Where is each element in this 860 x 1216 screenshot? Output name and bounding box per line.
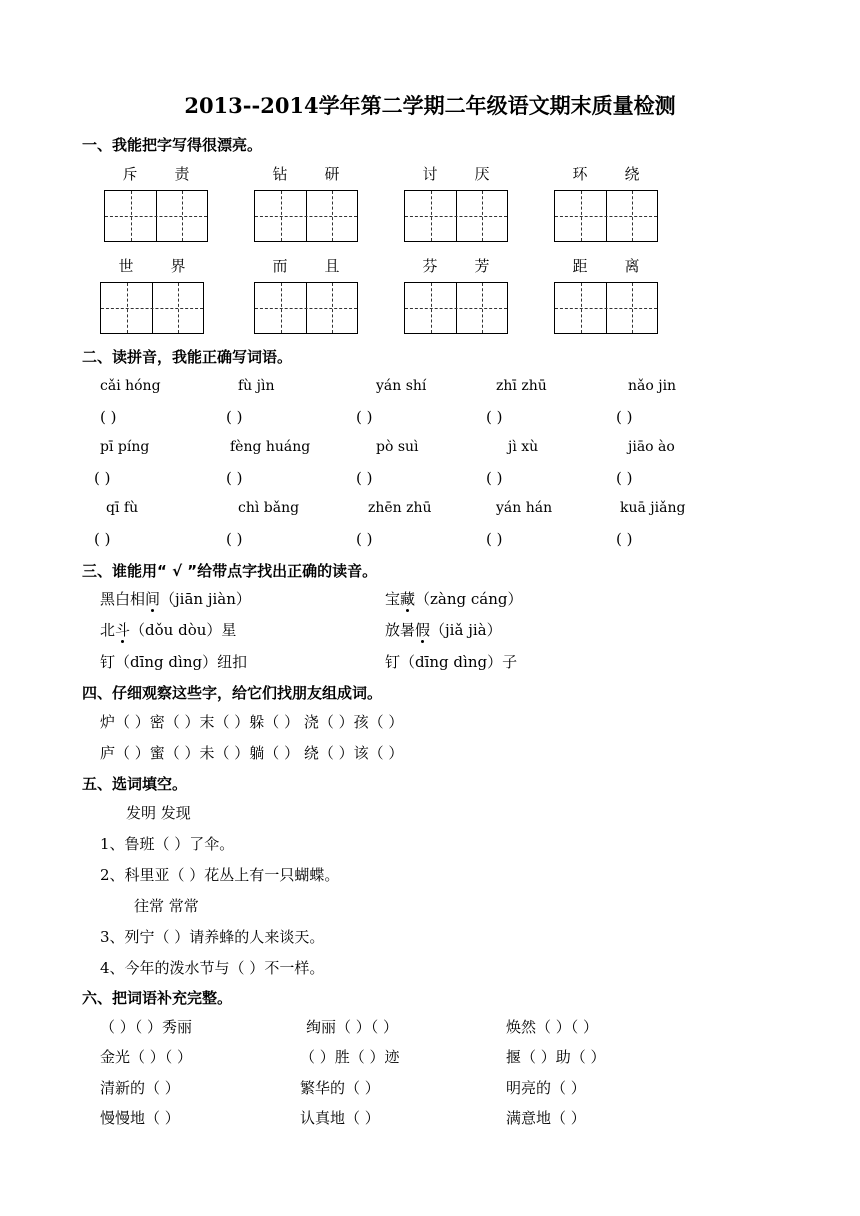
word-pair-row-1: 炉（ ）密（ ）末（ ）躲（ ） 浇（ ）孩（ ） [100,713,404,731]
pinyin-1-3: yán shí [376,378,427,394]
answer-blank-3-4[interactable]: ( ) [486,530,503,548]
choice-words-1: 发明 发现 [126,804,191,822]
complete-word-3-2: 繁华的（ ） [300,1079,380,1097]
grid-label-2-2 [254,255,358,276]
writing-grid-2-2[interactable] [254,282,358,334]
section-3-heading: 三、谁能用“ √ ”给带点字找出正确的读音。 [82,562,378,580]
writing-grid-1-3[interactable] [404,190,508,242]
pinyin-3-5: kuā jiǎng [620,500,686,516]
grid-char: 研 [324,165,340,183]
section-2-heading: 二、读拼音，我能正确写词语。 [82,348,293,366]
grid-label-2-3 [404,255,508,276]
grid-char: 芳 [474,257,490,275]
complete-word-4-1: 慢慢地（ ） [100,1109,180,1127]
pinyin-3-3: zhēn zhū [368,500,432,516]
pinyin-1-4: zhī zhū [496,378,547,394]
complete-word-1-1: （ ）（ ）秀丽 [100,1018,193,1036]
tone-item-5: 钉（dīng dìng）纽扣 [100,653,248,671]
answer-blank-3-1[interactable]: ( ) [94,530,111,548]
grid-label-1-3 [404,163,508,184]
pinyin-1-1: cǎi hóng [100,378,161,394]
page-title: 2013--2014学年第二学期二年级语文期末质量检测 [184,93,676,118]
answer-blank-2-1[interactable]: ( ) [94,469,111,487]
grid-char: 厌 [474,165,490,183]
pinyin-3-1: qī fù [106,500,139,516]
section-5-heading: 五、选词填空。 [82,775,188,793]
pinyin-2-4: jì xù [508,439,539,455]
pinyin-1-5: nǎo jin [628,378,677,394]
complete-word-1-2: 绚丽（ ）（ ） [306,1018,399,1036]
complete-word-2-3: 揠（ ）助（ ） [506,1048,606,1066]
grid-char: 距 [572,257,588,275]
pinyin-1-2: fù jìn [238,378,275,394]
grid-char: 环 [572,165,588,183]
grid-char: 而 [272,257,288,275]
grid-label-1-1 [104,163,208,184]
grid-char: 钻 [272,165,288,183]
grid-char: 斥 [122,165,138,183]
answer-blank-1-2[interactable]: ( ) [226,408,243,426]
writing-grid-1-1[interactable] [104,190,208,242]
pinyin-2-3: pò suì [376,439,419,455]
tone-item-4: 放暑假（jiǎ jià） [385,621,502,639]
writing-grid-2-3[interactable] [404,282,508,334]
complete-word-4-2: 认真地（ ） [300,1109,380,1127]
section-1-heading: 一、我能把字写得很漂亮。 [82,136,263,154]
grid-char: 讨 [422,165,438,183]
complete-word-4-3: 满意地（ ） [506,1109,586,1127]
answer-blank-3-5[interactable]: ( ) [616,530,633,548]
grid-label-2-4 [554,255,658,276]
tone-item-2: 宝藏（zàng cáng） [385,590,523,608]
grid-char: 芬 [422,257,438,275]
choice-words-2: 往常 常常 [134,897,199,915]
pinyin-2-1: pī píng [100,439,150,455]
fill-question-2: 2、科里亚（ ）花丛上有一只蝴蝶。 [100,866,340,884]
answer-blank-3-3[interactable]: ( ) [356,530,373,548]
writing-grid-1-2[interactable] [254,190,358,242]
grid-char: 离 [624,257,640,275]
writing-grid-2-4[interactable] [554,282,658,334]
grid-char: 责 [174,165,190,183]
complete-word-2-2: （ ）胜（ ）迹 [300,1048,400,1066]
writing-grid-2-1[interactable] [100,282,204,334]
tone-item-1: 黑白相间（jiān jiàn） [100,590,251,608]
answer-blank-3-2[interactable]: ( ) [226,530,243,548]
answer-blank-1-3[interactable]: ( ) [356,408,373,426]
section-6-heading: 六、把词语补充完整。 [82,989,233,1007]
fill-question-1: 1、鲁班（ ）了伞。 [100,835,235,853]
word-pair-row-2: 庐（ ）蜜（ ）未（ ）躺（ ） 绕（ ）该（ ） [100,744,404,762]
writing-grid-1-4[interactable] [554,190,658,242]
answer-blank-1-5[interactable]: ( ) [616,408,633,426]
complete-word-2-1: 金光（ ）（ ） [100,1048,193,1066]
tone-item-6: 钉（dīng dìng）子 [385,653,518,671]
answer-blank-1-1[interactable]: ( ) [100,408,117,426]
answer-blank-2-3[interactable]: ( ) [356,469,373,487]
grid-char: 界 [170,257,186,275]
section-4-heading: 四、仔细观察这些字，给它们找朋友组成词。 [82,684,383,702]
answer-blank-2-2[interactable]: ( ) [226,469,243,487]
complete-word-1-3: 焕然（ ）（ ） [506,1018,599,1036]
grid-char: 且 [324,257,340,275]
answer-blank-2-4[interactable]: ( ) [486,469,503,487]
complete-word-3-1: 清新的（ ） [100,1079,180,1097]
pinyin-3-4: yán hán [496,500,553,516]
grid-label-2-1 [100,255,204,276]
grid-char: 世 [118,257,134,275]
grid-char: 绕 [624,165,640,183]
grid-label-1-4 [554,163,658,184]
complete-word-3-3: 明亮的（ ） [506,1079,586,1097]
fill-question-4: 4、今年的泼水节与（ ）不一样。 [100,959,325,977]
pinyin-3-2: chì bǎng [238,500,300,516]
fill-question-3: 3、列宁（ ）请养蜂的人来谈天。 [100,928,325,946]
grid-label-1-2 [254,163,358,184]
tone-item-3: 北斗（dǒu dòu）星 [100,621,237,639]
answer-blank-2-5[interactable]: ( ) [616,469,633,487]
pinyin-2-5: jiāo ào [628,439,675,455]
answer-blank-1-4[interactable]: ( ) [486,408,503,426]
pinyin-2-2: fèng huáng [230,439,311,455]
